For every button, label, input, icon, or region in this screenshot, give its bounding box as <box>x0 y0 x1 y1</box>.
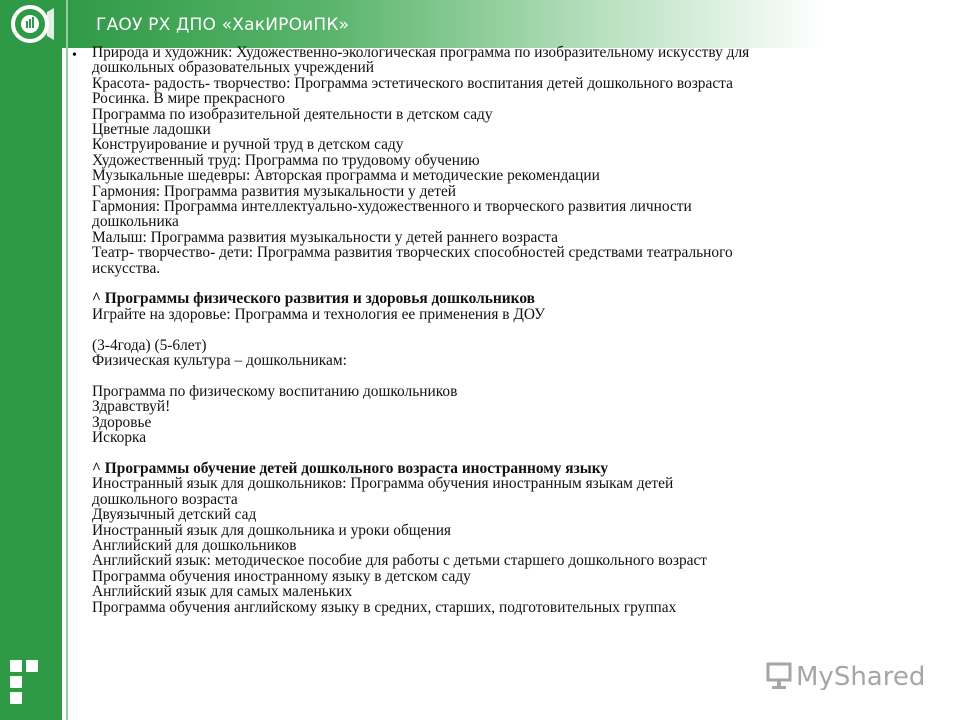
list-item: Художественный труд: Программа по трудовому обучению <box>92 151 480 169</box>
presentation-icon <box>768 664 790 689</box>
list-item: Двуязычный детский сад <box>92 506 257 524</box>
list-item: Физическая культура – дошкольникам: <box>92 352 347 370</box>
header-title: ГАОУ РХ ДПО «ХакИРОиПК» <box>96 15 350 35</box>
list-item: Программа обучения английскому языку в средних, старших, подготовительных группах <box>92 598 677 616</box>
sidebar-divider <box>66 0 68 720</box>
program-list <box>92 45 954 615</box>
watermark-logo <box>766 660 956 690</box>
section-heading <box>92 461 954 476</box>
section-heading <box>92 291 954 306</box>
list-item: Музыкальные шедевры: Авторская программа и методические рекомендации <box>92 167 600 185</box>
list-item: Конструирование и ручной труд в детском саду <box>92 136 404 154</box>
blank-line <box>92 276 954 291</box>
section-heading-text: ^ Программы обучение детей дошкольного возраста иностранному языку <box>92 459 609 477</box>
list-item: Цветные ладошки <box>92 121 211 139</box>
list-item: Английский язык: методическое пособие для работы с детьми старшего дошкольного возраст <box>92 552 708 570</box>
blank-line <box>92 322 954 337</box>
decorative-squares-icon <box>10 660 54 704</box>
list-item: Иностранный язык для дошкольника и уроки общения <box>92 521 452 539</box>
list-item: Малыш: Программа развития музыкальности у детей раннего возраста <box>92 228 558 246</box>
list-item: Играйте на здоровье: Программа и технология ее применения в ДОУ <box>92 305 546 323</box>
institute-logo-icon <box>6 4 58 44</box>
list-item: искусства. <box>92 259 161 277</box>
watermark-text: MyShared <box>796 662 926 690</box>
list-item: Здравствуй! <box>92 398 171 416</box>
list-item: Искорка <box>92 429 147 447</box>
list-item: Росинка. В мире прекрасного <box>92 90 285 108</box>
list-item: дошкольника <box>92 213 179 231</box>
list-item: Гармония: Программа развития музыкальности у детей <box>92 182 457 200</box>
list-item: Английский язык для самых маленьких <box>92 583 353 601</box>
left-sidebar-band <box>0 0 62 720</box>
list-item: дошкольных образовательных учреждений <box>92 59 374 77</box>
list-item: Гармония: Программа интеллектуально-художественного и творческого развития личности <box>92 198 692 216</box>
section-heading-text: ^ Программы физического развития и здоровья дошкольников <box>92 290 535 308</box>
blank-line <box>92 446 954 461</box>
list-item: Программа обучения иностранному языку в детском саду <box>92 567 471 585</box>
blank-line <box>92 369 954 384</box>
list-item: Английский для дошкольников <box>92 536 297 554</box>
list-item: Программа по физическому воспитанию дошкольников <box>92 382 458 400</box>
list-item: Театр- творчество- дети: Программа развития творческих способностей средствами театрального <box>92 244 733 262</box>
list-item: (3-4года) (5-6лет) <box>92 336 207 354</box>
bullet-marker: • <box>72 48 77 63</box>
list-item: Природа и художник: Художественно-экологическая программа по изобразительному искусству для <box>92 44 750 61</box>
list-item: Иностранный язык для дошкольников: Программа обучения иностранным языкам детей <box>92 475 674 493</box>
list-item: Программа по изобразительной деятельности в детском саду <box>92 105 493 123</box>
list-item: Здоровье <box>92 413 152 431</box>
list-item: Красота- радость- творчество: Программа эстетического воспитания детей дошкольного возраста <box>92 74 733 92</box>
list-item: дошкольного возраста <box>92 490 238 508</box>
